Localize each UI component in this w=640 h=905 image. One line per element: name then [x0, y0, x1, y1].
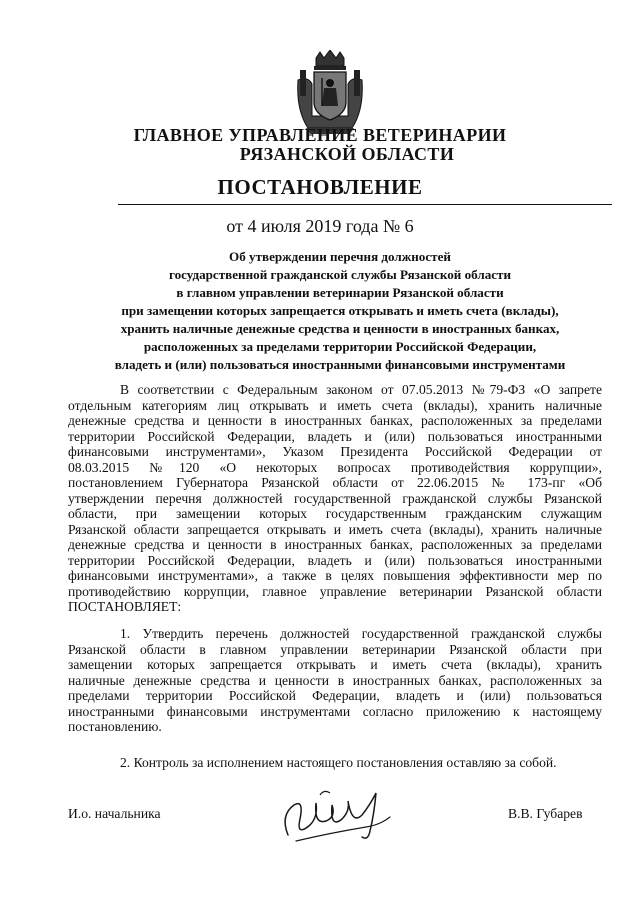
signatory-name: В.В. Губарев: [508, 806, 583, 821]
body-line: утверждении перечня должностей государственной гражданской службы Рязанской: [68, 490, 602, 506]
document-type: ПОСТАНОВЛЕНИЕ: [217, 175, 423, 199]
body-line: отдельным категориям лиц открывать и иметь счета (вклады), хранить наличные: [68, 397, 602, 413]
body-line: области, при замещении которых государственным гражданским служащим: [68, 506, 602, 521]
body-line: Рязанской области в главном управлении ветеринарии Рязанской области при: [68, 641, 602, 657]
body-line: постановлению.: [68, 719, 162, 734]
body-line: замещении которых запрещается открывать и иметь счета (вклады), хранить: [68, 657, 602, 672]
body-line: 1. Утвердить перечень должностей государственной гражданской службы: [120, 626, 602, 641]
subject-line: хранить наличные денежные средства и ценности в иностранных банках,: [120, 321, 560, 336]
handwritten-signature: [270, 775, 400, 855]
body-line: противодействию коррупции, главное управление ветеринарии Рязанской области: [68, 583, 602, 599]
body-line: финансовыми инструментами», Указом Президента Российской Федерации от: [68, 444, 602, 459]
body-line: наличные денежные средства и ценности в иностранных банках, расположенных за: [68, 672, 602, 688]
body-line: ПОСТАНОВЛЯЕТ:: [68, 599, 182, 614]
resolution-item-1: [68, 626, 602, 735]
body-line: 08.03.2015 №120 «О некоторых вопросах противодействия коррупции»,: [68, 459, 602, 475]
subject-line: расположенных за пределами территории Российской Федерации,: [143, 339, 537, 354]
document-date-number: от 4 июля 2019 года № 6: [226, 216, 414, 236]
body-line: постановлением Губернатора Рязанской области от 22.06.2015 № 173-пг «Об: [68, 475, 602, 490]
body-line: Рязанской области запрещается открывать и иметь счета (вклады), хранить наличные: [68, 521, 602, 537]
body-line: денежные средства и ценности в иностранных банках, расположенных за пределами: [68, 537, 602, 552]
body-line: В соответствии с Федеральным законом от 07.05.2013 №79-ФЗ «О запрете: [120, 382, 602, 397]
body-line: территории Российской Федерации, владеть и (или) пользоваться иностранными: [68, 552, 602, 568]
subject-line: при замещении которых запрещается открывать и иметь счета (вклады),: [121, 303, 559, 318]
title-divider: [118, 204, 612, 205]
body-line: пределами территории Российской Федерации, владеть и (или) пользоваться: [68, 688, 602, 703]
subject-line: владеть и (или) пользоваться иностранными финансовыми инструментами: [114, 357, 566, 372]
resolution-item-2: 2. Контроль за исполнением настоящего постановления оставляю за собой.: [120, 755, 557, 770]
body-line: финансовыми инструментами», а также в целях повышения эффективности мер по: [68, 568, 602, 583]
body-line: территории Российской Федерации, владеть и (или) пользоваться иностранными: [68, 428, 602, 444]
document-subject: [60, 248, 620, 374]
organization-name: [0, 126, 640, 164]
body-line: иностранными финансовыми инструментами согласно приложению к настоящему: [68, 703, 602, 719]
subject-line: Об утверждении перечня должностей: [229, 249, 451, 264]
organization-line-1: ГЛАВНОЕ УПРАВЛЕНИЕ ВЕТЕРИНАРИИ: [133, 125, 507, 145]
organization-line-2: РЯЗАНСКОЙ ОБЛАСТИ: [239, 144, 455, 164]
signatory-title: И.о. начальника: [68, 806, 161, 821]
body-line: денежные средства и ценности в иностранных банках, расположенных за пределами: [68, 413, 602, 428]
coat-of-arms-icon: [292, 50, 368, 136]
subject-line: в главном управлении ветеринарии Рязанской области: [176, 285, 504, 300]
subject-line: государственной гражданской службы Рязанской области: [168, 267, 512, 282]
preamble-paragraph: [68, 382, 602, 615]
